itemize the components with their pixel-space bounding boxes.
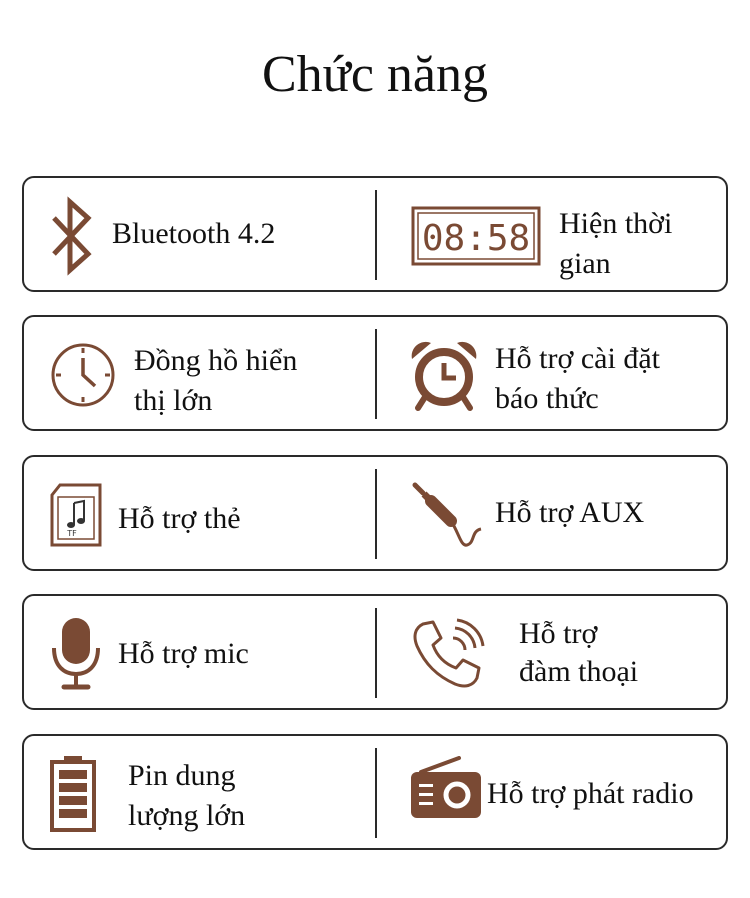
feature-alarm	[377, 317, 728, 429]
card-label: TF	[67, 529, 77, 538]
feature-label-line1: Pin dung	[128, 759, 236, 792]
feature-label: Hỗ trợ AUX	[495, 496, 645, 529]
feature-aux	[377, 457, 728, 569]
clock-display: 08:58	[421, 218, 531, 259]
feature-card-3	[22, 455, 728, 571]
feature-label-line1: Hỗ trợ cài đặt	[495, 342, 660, 375]
feature-call	[377, 596, 728, 708]
feature-label-line2: gian	[559, 247, 611, 280]
feature-card-2	[22, 315, 728, 431]
feature-large-clock	[24, 317, 375, 429]
tf-card-icon	[50, 483, 102, 547]
feature-label: Hỗ trợ phát radio	[487, 777, 694, 810]
feature-label: Bluetooth 4.2	[112, 217, 276, 250]
page-title: Chức năng	[261, 46, 489, 103]
aux-cable-icon	[409, 481, 487, 551]
feature-label-line2: thị lớn	[134, 384, 213, 417]
feature-mic	[24, 596, 375, 708]
alarm-clock-icon	[409, 339, 479, 411]
feature-radio	[377, 736, 728, 848]
feature-label: Hỗ trợ mic	[118, 637, 249, 670]
phone-call-icon	[411, 618, 485, 692]
feature-label-line1: Hỗ trợ	[519, 617, 598, 650]
wall-clock-icon	[50, 342, 116, 408]
feature-bluetooth	[24, 178, 375, 290]
feature-card-1	[22, 176, 728, 292]
feature-label-line1: Hiện thời	[559, 207, 673, 240]
feature-label-line2: đàm thoại	[519, 655, 639, 688]
feature-battery	[24, 736, 375, 848]
feature-card-5	[22, 734, 728, 850]
microphone-icon	[50, 616, 102, 692]
feature-time-display	[377, 178, 728, 290]
feature-label-line2: lượng lớn	[128, 799, 246, 832]
radio-icon	[409, 756, 483, 822]
feature-tf-card	[24, 457, 375, 569]
bluetooth-icon	[48, 196, 96, 276]
feature-card-4	[22, 594, 728, 710]
battery-icon	[50, 754, 96, 832]
feature-label-line1: Đồng hồ hiển	[134, 344, 298, 377]
feature-label: Hỗ trợ thẻ	[118, 502, 241, 535]
digital-clock-icon	[411, 206, 541, 266]
feature-label-line2: báo thức	[495, 382, 599, 415]
